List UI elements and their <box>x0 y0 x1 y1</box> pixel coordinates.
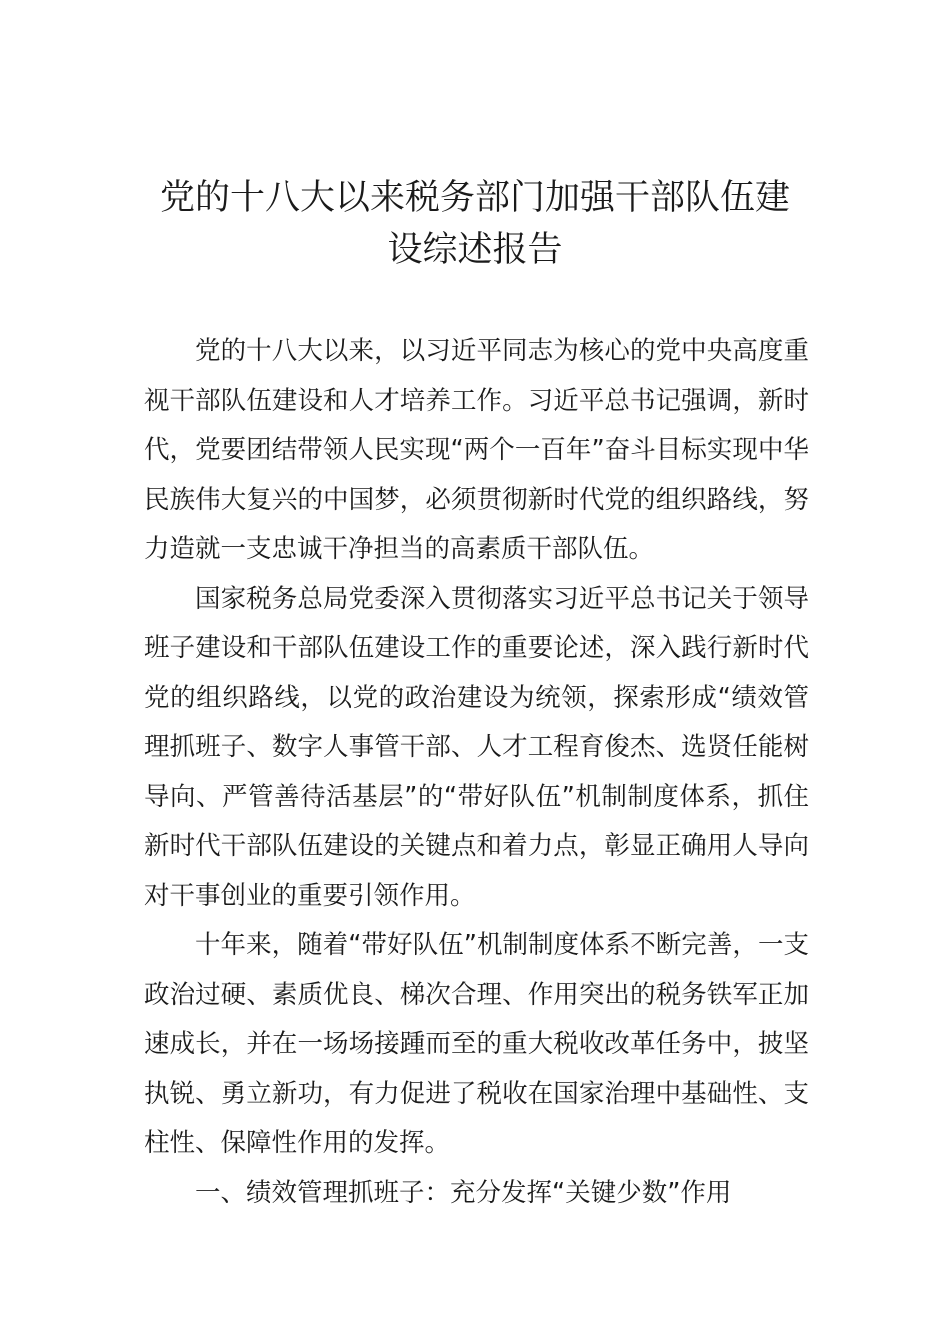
document-body <box>144 327 809 1218</box>
paragraph-3: 十年来，随着“带好队伍”机制制度体系不断完善，一支政治过硬、素质优良、梯次合理、作用突出的税务铁军正加速成长，并在一场场接踵而至的重大税收改革任务中，披坚执锐、勇立新功，有力促进了税收在国家治理中基础性、支柱性、保障性作用的发挥。 <box>144 930 809 1158</box>
paragraph-1: 党的十八大以来，以习近平同志为核心的党中央高度重视干部队伍建设和人才培养工作。习近平总书记强调，新时代，党要团结带领人民实现“两个一百年”奋斗目标实现中华民族伟大复兴的中国梦，必须贯彻新时代党的组织路线，努力造就一支忠诚干净担当的高素质干部队伍。 <box>144 336 809 564</box>
title-line-2: 设综述报告 <box>387 230 563 270</box>
paragraph-2: 国家税务总局党委深入贯彻落实习近平总书记关于领导班子建设和干部队伍建设工作的重要论述，深入践行新时代党的组织路线，以党的政治建设为统领，探索形成“绩效管理抓班子、数字人事管干部、人才工程育俊杰、选贤任能树导向、严管善待活基层”的“带好队伍”机制制度体系，抓住新时代干部队伍建设的关键点和着力点，彰显正确用人导向对干事创业的重要引领作用。 <box>144 583 809 911</box>
document-title <box>100 172 850 276</box>
title-line-1: 党的十八大以来税务部门加强干部队伍建 <box>159 178 790 218</box>
section-heading: 一、绩效管理抓班子：充分发挥“关键少数”作用 <box>195 1177 732 1208</box>
